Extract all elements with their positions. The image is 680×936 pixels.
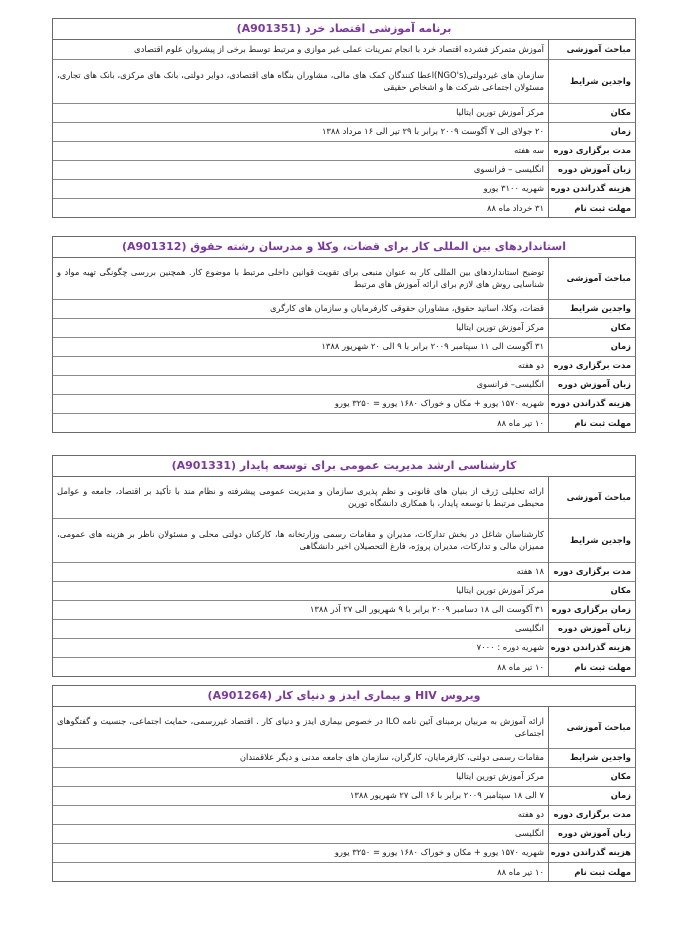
label: مهلت ثبت نام — [549, 413, 636, 432]
value: انگلیسی– فرانسوی — [53, 375, 549, 394]
course-microeconomics — [52, 18, 636, 218]
value: ارائه آموزش به مربیان برمبنای آئین نامه ILO در خصوص بیماری ایدز و دنیای کار . اقتصاد غیررسمی، حمایت اجتماعی، جنسیت و گفتگوهای اجتماعی — [57, 715, 544, 739]
course-title: ویروس HIV و بیماری ایدز و دنیای کار (A901264) — [53, 686, 635, 707]
value: انگلیسی – فرانسوی — [53, 160, 549, 179]
label: زمان — [549, 122, 636, 141]
label: مدت برگزاری دوره — [549, 356, 636, 375]
value: سازمان های غیردولتی(NGO's)اعطا کنندگان کمک های مالی، مشاوران بنگاه های اقتصادی، دوایر دولتی، بانک های مرکزی، بانک های تجاری، مسئولان اجتماعی شرکت ها و اشخاص حقیقی — [53, 59, 549, 103]
label: زمان برگزاری دوره — [549, 600, 636, 619]
row-cost — [53, 638, 635, 657]
row-deadline — [53, 862, 635, 881]
row-duration — [53, 356, 635, 375]
row-topics — [53, 707, 635, 748]
course-details-table — [53, 258, 635, 432]
label: هزینه گذراندن دوره — [549, 179, 636, 198]
label: هزینه گذراندن دوره — [549, 394, 636, 413]
row-duration — [53, 562, 635, 581]
course-title: کارشناسی ارشد مدیریت عمومی برای توسعه پایدار (A901331) — [53, 456, 635, 477]
label: مکان — [549, 767, 636, 786]
label: مکان — [549, 581, 636, 600]
row-location — [53, 318, 635, 337]
label: مهلت ثبت نام — [549, 862, 636, 881]
value: سه هفته — [53, 141, 549, 160]
course-details-table — [53, 707, 635, 881]
value: شهریه ۱۵۷۰ یورو + مکان و خوراک ۱۶۸۰ یورو = ۳۲۵۰ یورو — [53, 843, 549, 862]
value: دو هفته — [53, 805, 549, 824]
course-labour-standards — [52, 236, 636, 433]
label: زبان آموزش دوره — [549, 619, 636, 638]
row-location — [53, 581, 635, 600]
row-cost — [53, 179, 635, 198]
course-details-table — [53, 477, 635, 676]
value: انگلیسی — [53, 824, 549, 843]
course-title: برنامه آموزشی اقتصاد خرد (A901351) — [53, 19, 635, 40]
value: ۲۰ جولای الی ۷ آگوست ۲۰۰۹ برابر با ۲۹ تیر الی ۱۶ مرداد ۱۳۸۸ — [53, 122, 549, 141]
row-duration — [53, 805, 635, 824]
label: هزینه گذراندن دوره — [549, 638, 636, 657]
row-location — [53, 767, 635, 786]
label: واجدین شرایط — [549, 748, 636, 767]
label: مهلت ثبت نام — [549, 657, 636, 676]
label: زبان آموزش دوره — [549, 160, 636, 179]
label: مباحث آموزشی — [549, 40, 636, 59]
label: مباحث آموزشی — [549, 258, 636, 299]
value: ۳۱ آگوست الی ۱۱ سپتامبر ۲۰۰۹ برابر با ۹ الی ۲۰ شهریور ۱۳۸۸ — [53, 337, 549, 356]
value: ۱۸ هفته — [53, 562, 549, 581]
row-eligible — [53, 748, 635, 767]
course-details-table — [53, 40, 635, 217]
value: ۱۰ تیر ماه ۸۸ — [53, 413, 549, 432]
row-time — [53, 337, 635, 356]
row-eligible — [53, 299, 635, 318]
label: زمان — [549, 786, 636, 805]
value: مرکز آموزش تورین ایتالیا — [53, 767, 549, 786]
row-language — [53, 619, 635, 638]
value: مرکز آموزش تورین ایتالیا — [53, 581, 549, 600]
row-language — [53, 375, 635, 394]
value: ۷ الی ۱۸ سپتامبر ۲۰۰۹ برابر با ۱۶ الی ۲۷ شهریور ۱۳۸۸ — [53, 786, 549, 805]
row-topics — [53, 477, 635, 518]
row-topics — [53, 40, 635, 59]
row-eligible — [53, 59, 635, 103]
value: مرکز آموزش تورین ایتالیا — [53, 318, 549, 337]
row-deadline — [53, 657, 635, 676]
value: ۳۱ خرداد ماه ۸۸ — [53, 198, 549, 217]
row-location — [53, 103, 635, 122]
row-cost — [53, 394, 635, 413]
value: ۱۰ تیر ماه ۸۸ — [53, 862, 549, 881]
row-eligible — [53, 518, 635, 562]
value: ۱۰ تیر ماه ۸۸ — [53, 657, 549, 676]
row-time — [53, 786, 635, 805]
row-deadline — [53, 198, 635, 217]
value: شهریه دوره : ۷۰۰۰ — [53, 638, 549, 657]
label: واجدین شرایط — [549, 299, 636, 318]
value: قضات، وکلا، اساتید حقوق، مشاوران حقوقی کارفرمایان و سازمان های کارگری — [53, 299, 549, 318]
label: مباحث آموزشی — [549, 707, 636, 748]
row-duration — [53, 141, 635, 160]
value: آموزش متمرکز فشرده اقتصاد خرد با انجام تمرینات عملی غیر موازی و مرتبط توسط برخی از پیشروان علوم اقتصادی — [134, 44, 544, 54]
value: ۳۱ آگوست الی ۱۸ دسامبر ۲۰۰۹ برابر با ۹ شهریور الی ۲۷ آذر ۱۳۸۸ — [53, 600, 549, 619]
course-hiv-aids — [52, 685, 636, 882]
row-cost — [53, 843, 635, 862]
row-language — [53, 824, 635, 843]
value: دو هفته — [53, 356, 549, 375]
row-topics — [53, 258, 635, 299]
label: مدت برگزاری دوره — [549, 141, 636, 160]
label: زبان آموزش دوره — [549, 375, 636, 394]
label: واجدین شرایط — [549, 59, 636, 103]
label: مکان — [549, 318, 636, 337]
value: شهریه ۳۱۰۰ یورو — [53, 179, 549, 198]
label: مکان — [549, 103, 636, 122]
row-deadline — [53, 413, 635, 432]
value: انگلیسی — [53, 619, 549, 638]
value: ارائه تحلیلی ژرف از بنیان های قانونی و نظم پذیری سازمان و مدیریت عمومی پیشرفته و نظام مند با تأکید بر اقتصاد، جامعه و عوامل محیطی مرتبط با توسعه پایدار، با همکاری دانشگاه تورین — [57, 485, 544, 509]
row-language — [53, 160, 635, 179]
value: توضیح استانداردهای بین المللی کار به عنوان منبعی برای تقویت قوانین داخلی مرتبط با موضوع کار. همچنین بررسی چگونگی تهیه مواد و شناسایی روش های لازم برای ارائه آموزش های مرتبط — [57, 266, 544, 290]
value: کارشناسان شاغل در بخش تدارکات، مدیران و مقامات رسمی وزارتخانه ها، کارکنان دولتی محلی و مسئولان ناظر بر هزینه های عمومی، ممیزان مالی و تدارکات، مدیران پروژه، فارغ التحصیلان اخیر دانشگاهی — [53, 518, 549, 562]
label: مباحث آموزشی — [549, 477, 636, 518]
label: مهلت ثبت نام — [549, 198, 636, 217]
label: مدت برگزاری دوره — [549, 562, 636, 581]
course-public-management — [52, 455, 636, 677]
row-time — [53, 122, 635, 141]
value: شهریه ۱۵۷۰ یورو + مکان و خوراک ۱۶۸۰ یورو = ۳۲۵۰ یورو — [53, 394, 549, 413]
value: مقامات رسمی دولتی، کارفرمایان، کارگران، سازمان های جامعه مدنی و دیگر علاقمندان — [53, 748, 549, 767]
label: واجدین شرایط — [549, 518, 636, 562]
value: مرکز آموزش تورین ایتالیا — [53, 103, 549, 122]
label: زبان آموزش دوره — [549, 824, 636, 843]
label: زمان — [549, 337, 636, 356]
label: مدت برگزاری دوره — [549, 805, 636, 824]
row-time — [53, 600, 635, 619]
label: هزینه گذراندن دوره — [549, 843, 636, 862]
course-title: استانداردهای بین المللی کار برای قضات، وکلا و مدرسان رشته حقوق (A901312) — [53, 237, 635, 258]
